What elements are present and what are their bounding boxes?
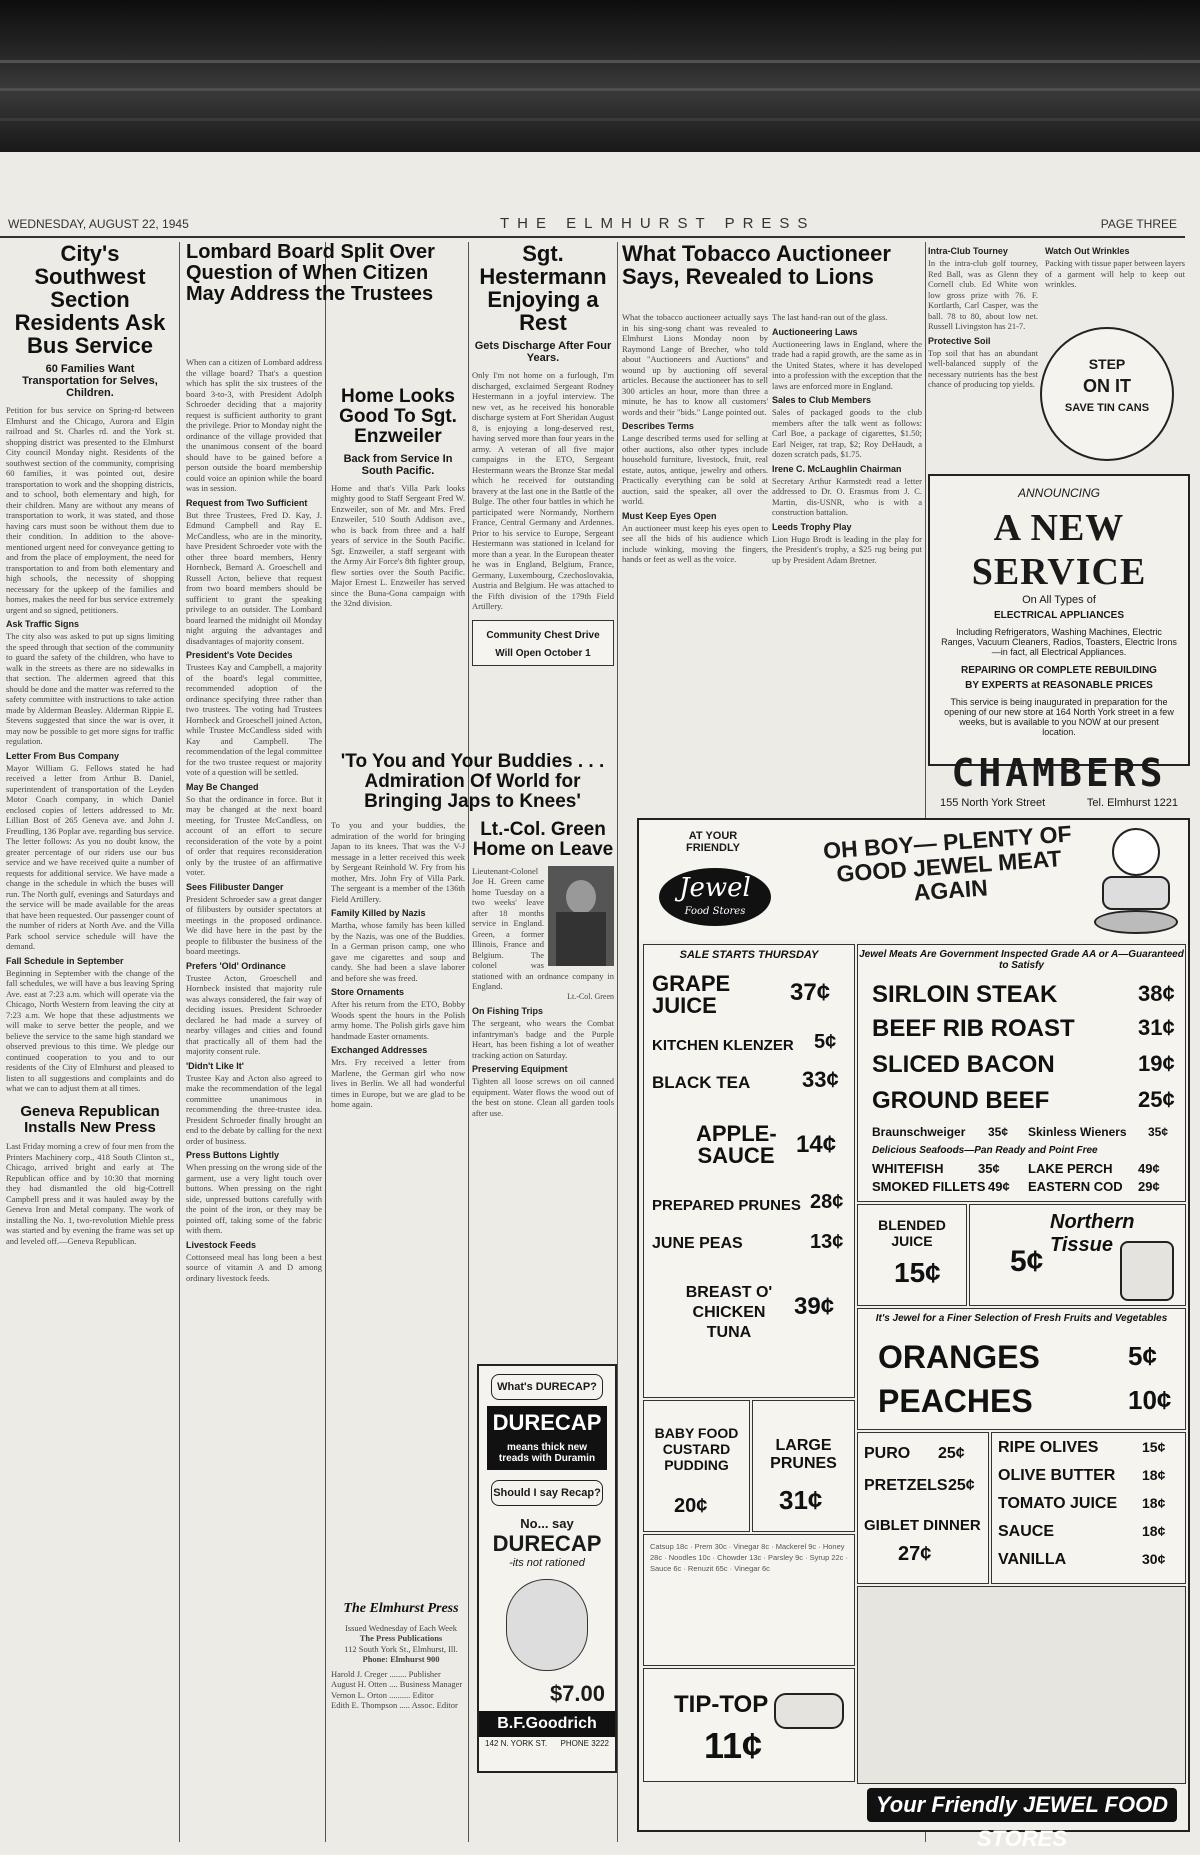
- article-body: Beginning in September with the change of the fall schedules, we will have a bus leaving Spring Ave. east at 7:23 a.m. which will operate via the Chicago, North Western from leaving the city at 7:23 a.m. We hope that these adjustments we will make to serve better the people, and we believe the service to the same high standard we observed previous to this time. We pledge our continued cooperation to you and to our residents of the City of Elmhurst and pleased to listen to all suggestions and complaints and do what we can to adjust them at all times.: [6, 967, 174, 1094]
- article-body: The sergeant, who wears the Combat infantryman's badge and the Purple Heart, has been fishing a lot of weather tracking action on Saturday.: [472, 1018, 614, 1060]
- column-5-headline: [622, 242, 922, 312]
- subhead: Protective Soil: [928, 335, 991, 346]
- subhead: Sees Filibuster Danger: [186, 881, 284, 892]
- jewel-meat-header: Jewel Meats Are Government Inspected Grade AA or A—Guaranteed to Satisfy: [859, 949, 1184, 971]
- right-grocery-panel: [991, 1432, 1186, 1584]
- headline-lombard-board: Lombard Board Split Over Question of When Citizen May Address the Trustees: [186, 242, 435, 305]
- step-on-it-badge: [1040, 327, 1174, 461]
- headline-japs-to-knees: 'To You and Your Buddies . . . Admiration Of World for Bringing Japs to Knees': [340, 752, 605, 812]
- article-body: The city also was asked to put up signs limiting the speed through that section of the community to guard the safety of the children, who have to walk in the streets as there are no sidewalks in that section. The aldermen agreed that this should be done and the matter was referred to the safety committee with instructions to take action made by Alderman Beasley. Alderman Rippie E. Stevens suggested that since the war is over, it may now be possible to get more signs for traffic regulation.: [6, 631, 174, 747]
- item-price: 18¢: [1142, 1467, 1166, 1483]
- item-price: 31¢: [779, 1485, 823, 1515]
- masthead: [0, 214, 1185, 234]
- article-body: Lange described terms used for selling at other auctions, also other types include household furniture, livestock, fruit, real estate, autos, antique, jewelry and others. Practically everything can be sold at auction, said the speaker, all over the world.: [622, 433, 768, 506]
- jewel-meat-panel: [857, 944, 1186, 1202]
- subhead: Livestock Feeds: [186, 1239, 257, 1250]
- item-price: 28¢: [810, 1191, 844, 1213]
- fish-price: 35¢: [978, 1161, 1000, 1176]
- article-body: To you and your buddies, the admiration of the world for bringing Japan to its knees. That was the V-J message in a letter received this week by Sergeant Reinhold W. Fry from his mother, Mrs. John Fry of Villa Park. The sergeant is a member of the 136th Field Artillery.: [331, 820, 465, 904]
- step-badge-line: SAVE TIN CANS: [1064, 402, 1150, 414]
- jewel-header: [639, 820, 1188, 940]
- banner-headline-box: [331, 752, 614, 814]
- article-body: Trustee Acton, Groeschell and Hornbeck insisted that majority rule was always considered, the fair way of deciding issues. President Schroeder declared he had made a survey of nearby villages and cities and found that practically all of them had the majority consent rule.: [186, 972, 322, 1056]
- tissue-roll-illustration: [1120, 1241, 1174, 1301]
- meat-price: 25¢: [1138, 1087, 1175, 1112]
- column-3: [472, 242, 614, 802]
- item-price: 39¢: [794, 1293, 835, 1320]
- item-price: 30¢: [1142, 1551, 1166, 1567]
- article-body: Sales of packaged goods to the club members after the talk went as follows: Carl Boe, a package of cigarettes, $1.50; Earl Neiger, rat trap, $2; Roy DeHaudt, a dozen scratch pads, $1.75.: [772, 407, 922, 459]
- meat-price: 38¢: [1138, 981, 1175, 1006]
- masthead-date: WEDNESDAY, AUGUST 22, 1945: [8, 217, 189, 231]
- item-price: 18¢: [1142, 1495, 1166, 1511]
- press-box-line: Issued Wednesday of Each Week: [344, 1622, 458, 1633]
- photo-caption: Lt.-Col. Green: [567, 991, 614, 1001]
- chambers-phone: Tel. Elmhurst 1221: [1086, 797, 1178, 809]
- subhead: Auctioneering Laws: [772, 326, 858, 337]
- article-body: Packing with tissue paper between layers of a garment will help to keep out wrinkles.: [1045, 258, 1185, 289]
- item-name: BLACK TEA: [652, 1073, 751, 1092]
- scan-border-top: [0, 0, 1200, 150]
- column-rule: [617, 242, 618, 1842]
- jewel-logo-text: Jewel: [679, 873, 751, 903]
- headline-bus-service: City's Southwest Section Residents Ask Bus Service: [14, 242, 166, 359]
- fish-name: WHITEFISH: [872, 1161, 944, 1176]
- article-body: But three Trustees, Fred D. Kay, J. Edmund Campbell and Ray E. McCandless, who are in the minority, have President Schroeder vote with the other three board members, Henry Hornbeck, Bernard A. Groeschell and Russell Acton, believe that request from two board members should be sufficient to grant the speaking privilege to an outsider. The Lombard board learned the midnight oil Monday night arguing the advantages and disadvantages of majority consent.: [186, 509, 322, 646]
- jewel-footer-banner: Your Friendly JEWEL FOOD STORES: [867, 1788, 1177, 1822]
- article-body: Home and that's Villa Park looks mighty good to Staff Sergeant Fred W. Enzweiler, son of Mr. and Mrs. Fred Enzweiler, 510 South Addison ave., who is back from three and a half years of service in the South Pacific. Sgt. Enzweiler, a staff sergeant with the Army Air Force's 8th fighter group, flew sorties over the South Pacific. Major Ernest L. Enzweiler has served since the Buna-Gona campaign with the 32nd division.: [331, 482, 465, 609]
- chambers-line: This service is being inaugurated in preparation for the opening of our new store at 164 North York street in a few weeks, but is available to you NOW at our present location.: [944, 697, 1174, 737]
- column-rule: [179, 242, 180, 1842]
- column-6b: [1045, 242, 1185, 322]
- item-price: 37¢: [790, 979, 831, 1006]
- item-price: 33¢: [802, 1067, 839, 1092]
- fish-price: 49¢: [1138, 1161, 1160, 1176]
- press-masthead-box: [331, 1602, 471, 1842]
- community-chest-note: Community Chest Drive Will Open October 1: [486, 629, 600, 659]
- column-5a: [622, 312, 768, 812]
- item-name: KITCHEN KLENZER: [652, 1037, 794, 1054]
- chambers-line: ELECTRICAL APPLIANCES: [993, 610, 1124, 621]
- subhead: Must Keep Eyes Open: [622, 510, 717, 521]
- subhead: On Fishing Trips: [472, 1006, 544, 1017]
- item-price: 25¢: [948, 1477, 975, 1494]
- article-body: An auctioneer must keep his eyes open to see all the bids of his audience which include winking, moving the fingers, hands or feet as well as the voice.: [622, 522, 768, 564]
- tire-mascot-illustration: [506, 1579, 588, 1671]
- item-name: GRAPE JUICE: [652, 971, 731, 1018]
- durecap-ad: [477, 1364, 617, 1773]
- seafood-header: Delicious Seafoods—Pan Ready and Point Free: [872, 1145, 1098, 1156]
- item-name: PRETZELS: [864, 1477, 948, 1494]
- article-body: Auctioneering laws in England, where the trade had a rapid growth, are the same as in the United States, where it has developed into a profession with the exception that the laws are enforced more in England.: [772, 338, 922, 391]
- large-prunes-panel: [752, 1400, 855, 1532]
- jewel-sale-banner: SALE STARTS THURSDAY: [679, 949, 819, 961]
- press-box-line: The Press Publications: [359, 1633, 443, 1644]
- fish-name: LAKE PERCH: [1028, 1161, 1113, 1176]
- column-3-upper: [331, 357, 465, 807]
- column-4: [472, 820, 614, 1360]
- article-body: What the tobacco auctioneer actually says in his sing-song chant was revealed to Elmhurst Lions Monday noon by Raymond Lange of Brecher, who told about "Auctioneers and Auctions" and wound up by auctioning off several articles. Because the auctioneer has to sell 300 articles an hour, more than three a minute, he has to know all customers' words and their "bids." Lange pointed out.: [622, 312, 768, 417]
- masthead-rule: [0, 236, 1185, 238]
- meat-name: GROUND BEEF: [872, 1087, 1050, 1114]
- item-name: TOMATO JUICE: [998, 1495, 1118, 1512]
- meat-name: SLICED BACON: [872, 1051, 1055, 1078]
- article-body: So that the ordinance in force. But it may be changed at the next board meeting, for Trustee McCandless, on account of an effort to secure reconsideration of the vote by a point of order that requires reconsideration only by the trustee of an affirmative voter.: [186, 793, 322, 877]
- durecap-means: means thick new treads with Duramin: [487, 1440, 607, 1470]
- item-name: OLIVE BUTTER: [998, 1467, 1116, 1484]
- meat-name: Skinless Wieners: [1028, 1125, 1127, 1139]
- article-body: Last Friday morning a crew of four men from the Printers Machinery corp., 418 South Clinton st., Chicago, arrived bright and early at The Republican office and by 10:30 that morning they had dismantled the old big-Cottrell Campbell press and it was hauled away by the Geneva Iron and Metal company. The work of installing the No. 1, two-revolution Miehle press was started and by evening the frame was set up and leveled off.—Geneva Republican.: [6, 1141, 174, 1246]
- meat-name: SIRLOIN STEAK: [872, 981, 1058, 1008]
- headline-tobacco-auctioneer: What Tobacco Auctioneer Says, Revealed to Lions: [622, 242, 891, 290]
- headline-lt-col-green: Lt.-Col. Green Home on Leave: [472, 820, 614, 860]
- item-price: 5¢: [814, 1031, 837, 1053]
- chambers-line: On All Types of: [1022, 594, 1096, 606]
- fish-name: SMOKED FILLETS: [872, 1179, 986, 1194]
- durecap-rationed: -its not rationed: [509, 1557, 585, 1569]
- headline-sgt-hestermann: Sgt. Hestermann Enjoying a Rest: [479, 242, 607, 336]
- subhead: Fall Schedule in September: [6, 955, 124, 966]
- item-name: BREAST O' CHICKEN TUNA: [685, 1284, 773, 1341]
- meat-price: 35¢: [1148, 1125, 1169, 1139]
- column-3-lower: [331, 820, 465, 1600]
- item-name: BLENDED JUICE: [878, 1217, 946, 1249]
- goodrich-logo: B.F.Goodrich: [479, 1711, 615, 1737]
- article-body: Mrs. Fry received a letter from Marlene, the German girl who now lives in Berlin. We all had wonderful times in Europe, but we are glad to be home again.: [331, 1057, 465, 1109]
- northern-tissue-panel: [969, 1204, 1186, 1306]
- chambers-line: Including Refrigerators, Washing Machines, Electric Ranges, Vacuum Cleaners, Radios, Toasters, Electric Irons—in fact, all Electrical Appliances.: [941, 627, 1177, 657]
- chef-illustration: [1094, 828, 1174, 933]
- article-body: Lieutenant-Colonel Joe H. Green came home Tuesday on a two weeks' leave after 18 months service in England. Green, a former Illinois, France and Belgium. The colonel was stationed with an ordnance company in England.: [472, 865, 614, 992]
- goodrich-address: 142 N. YORK ST.: [485, 1739, 548, 1748]
- newspaper-page: [0, 152, 1200, 1855]
- small-grocery-list-text: Catsup 18c · Prem 30c · Vinegar 8c · Mackerel 9c · Honey 28c · Noodles 10c · Chowder 13c · Parsley 9c · Syrup 22c · Sauce 6c · Renuzit 65c · Vinegar 6c: [650, 1542, 848, 1573]
- press-box-staff: Harold J. Creger ........ Publisher: [331, 1668, 441, 1679]
- press-box-line: Phone: Elmhurst 900: [362, 1654, 440, 1665]
- durecap-brand-2: DURECAP: [492, 1531, 602, 1556]
- blended-juice-panel: [857, 1204, 967, 1306]
- chambers-line: BY EXPERTS at REASONABLE PRICES: [965, 680, 1153, 691]
- press-box-title: The Elmhurst Press: [343, 1602, 459, 1616]
- subhead: President's Vote Decides: [186, 650, 293, 660]
- grocery-continued-panel: [857, 1586, 1186, 1784]
- subhead: Press Buttons Lightly: [186, 1150, 280, 1160]
- subhead: Preserving Equipment: [472, 1064, 568, 1075]
- subhead: May Be Changed: [186, 781, 259, 792]
- jewel-food-stores-ad: [637, 818, 1190, 1851]
- jewel-logo-sub: Food Stores: [684, 906, 746, 917]
- item-price: 18¢: [1142, 1523, 1166, 1539]
- subhead: Sales to Club Members: [772, 395, 872, 405]
- meat-price: 31¢: [1138, 1015, 1175, 1040]
- subhead: Describes Terms: [622, 421, 694, 431]
- jewel-slogan: OH BOY— PLENTY OF GOOD JEWEL MEAT AGAIN: [822, 820, 1073, 906]
- fish-price: 29¢: [1138, 1179, 1160, 1194]
- item-price: 20¢: [674, 1495, 708, 1517]
- fruit-price: 5¢: [1128, 1341, 1157, 1371]
- item-name: VANILLA: [998, 1551, 1067, 1568]
- press-box-staff: August H. Otten .... Business Manager: [331, 1679, 463, 1690]
- chambers-address: 155 North York Street: [940, 797, 1046, 809]
- item-price: 11¢: [704, 1725, 763, 1766]
- durecap-say: No... say: [520, 1516, 574, 1531]
- jewel-at-your-friendly: AT YOUR FRIENDLY: [686, 830, 740, 854]
- tip-top-bread-panel: [643, 1668, 855, 1782]
- fruit-name: ORANGES: [878, 1339, 1040, 1375]
- article-body: Tighten all loose screws on oil canned equipment. Water flows the wood out of the best on stone. Clean all garden tools after use.: [472, 1076, 614, 1118]
- article-body: Trustee Kay and Acton also agreed to make the recommendation of the legal committee unanimous in recommending the three-trustee idea. President Schroeder finally brought an end to the debate by calling for the next order of business.: [186, 1072, 322, 1146]
- fresh-fruit-panel: [857, 1308, 1186, 1430]
- item-name: TIP-TOP: [674, 1691, 769, 1718]
- subhead: Leeds Trophy Play: [772, 521, 852, 532]
- article-body: When pressing on the wrong side of the garment, use a very light touch over buttons. When pressing on the right side, unpressed buttons carefully with the point of the iron, or they may be pointed off, taking some of the fabric with them.: [186, 1162, 322, 1235]
- item-price: 13¢: [810, 1231, 844, 1253]
- subhead: Prefers 'Old' Ordinance: [186, 960, 286, 971]
- chambers-line: REPAIRING OR COMPLETE REBUILDING: [961, 665, 1157, 676]
- item-name: PREPARED PRUNES: [652, 1197, 801, 1214]
- meat-name: BEEF RIB ROAST: [872, 1015, 1075, 1042]
- small-grocery-list: [643, 1534, 855, 1666]
- subhead: Request from Two Sufficient: [186, 497, 308, 508]
- chambers-title: A NEW SERVICE: [971, 507, 1147, 593]
- subhead: Letter From Bus Company: [6, 750, 120, 761]
- column-1: [6, 242, 174, 1842]
- chambers-announcing: ANNOUNCING: [1017, 486, 1100, 500]
- item-price: 5¢: [1010, 1245, 1044, 1278]
- masthead-paper-name: THE ELMHURST PRESS: [500, 215, 816, 232]
- article-body: When can a citizen of Lombard address the village board? That's a question which has split the six trustees of the board 3-to-3, with President Adolph Schroeder deciding that a majority request is sufficient authority to grant the privilege. Prior to Monday night the ordinance of the village provided that the unanimous consent of the board should have to be gained before a person outside the board membership could voice an opinion while the board was in session.: [186, 357, 322, 493]
- item-name: LARGE PRUNES: [770, 1437, 837, 1472]
- item-price: 14¢: [796, 1131, 837, 1158]
- item-name: APPLE-SAUCE: [696, 1121, 777, 1168]
- fruit-name: PEACHES: [878, 1383, 1033, 1419]
- subhead: Watch Out Wrinkles: [1045, 246, 1130, 256]
- item-name: JUNE PEAS: [652, 1235, 743, 1252]
- deck-bus-service: 60 Families Want Transportation for Selves, Children.: [22, 363, 158, 400]
- masthead-page-number: PAGE THREE: [1100, 217, 1177, 231]
- chambers-ad: [928, 474, 1190, 809]
- headline-home-looks-good: Home Looks Good To Sgt. Enzweiler: [339, 386, 457, 447]
- article-body: Petition for bus service on Spring-rd between Elmhurst and the Chicago, Aurora and Elgin railroad and St. Charles rd. and the York st. shopping district was presented to the Elmhurst City council Monday night. Residents of the southwest section of the community, comprising 60 families, it was pointed out, desire transportation to work and the shopping districts, and to school, both elementary and high, for their children. Many are without any means of transportation to work, it was stated, and those having cars must soon be without them due to their condition. In addition to the above-mentioned urgent need for conveyance getting to and from the place of employment, the need for transportation to and from both elementary and high schools, the necessity of shopping necessary for the upkeep of the families and homes, makes the need for bus service extremely urgent and so signed, petitioners.: [6, 405, 174, 615]
- meat-name: Braunschweiger: [872, 1125, 966, 1139]
- step-badge-line: STEP: [1088, 356, 1126, 372]
- community-chest-box: [472, 620, 614, 666]
- article-body: Secretary Arthur Karmstedt read a letter addressed to Dr. O. Erasmus from J. C. Martin, dis-USNR, who is with a construction battalion.: [772, 475, 922, 517]
- goodrich-phone: PHONE 3222: [560, 1739, 609, 1748]
- mid-grocery-panel: [857, 1432, 989, 1584]
- fish-name: EASTERN COD: [1028, 1179, 1123, 1194]
- item-name: Northern Tissue: [1050, 1211, 1135, 1256]
- jewel-logo: [659, 868, 771, 926]
- chambers-name: CHAMBERS: [951, 751, 1167, 795]
- subhead: Store Ornaments: [331, 987, 405, 997]
- press-box-line: 112 South York St., Elmhurst, Ill.: [344, 1643, 458, 1654]
- subhead: Intra-Club Tourney: [928, 246, 1008, 256]
- subhead: Family Killed by Nazis: [331, 908, 426, 918]
- article-body: Martha, whose family has been killed by the Nazis, was one of the Buddies. In a German prison camp, one who gave me cigarettes and soup and candy. She had been a slave laborer and before she was freed.: [331, 920, 465, 983]
- article-body: Lion Hugo Brodt is leading in the play for the President's trophy, a $25 rug being put up by President Adam Bretner.: [772, 533, 922, 565]
- article-body: Cottonseed meal has long been a best source of vitamin A and D among ordinary livestock feeds.: [186, 1251, 322, 1283]
- step-badge-line: ON IT: [1083, 376, 1131, 396]
- custard-pudding-panel: [643, 1400, 750, 1532]
- durecap-question-2: Should I say Recap?: [491, 1480, 603, 1506]
- fish-price: 49¢: [988, 1179, 1010, 1194]
- deck-home-looks-good: Back from Service In South Pacific.: [343, 452, 453, 477]
- subhead: Ask Traffic Signs: [6, 619, 80, 630]
- article-body: The last hand-ran out of the glass.: [772, 312, 888, 322]
- fruit-price: 10¢: [1128, 1385, 1172, 1415]
- fruit-header: It's Jewel for a Finer Selection of Fresh Fruits and Vegetables: [875, 1313, 1168, 1324]
- photo-lt-col-green: [548, 866, 614, 966]
- bread-loaf-illustration: [774, 1693, 844, 1729]
- deck-sgt-hestermann: Gets Discharge After Four Years.: [474, 340, 612, 365]
- item-price: 27¢: [898, 1543, 932, 1565]
- article-body: President Schroeder saw a great danger of filibusters by outsider spectators at meetings in the proposed ordinance. We did have here in the past by the people to filibuster the business of the board meetings.: [186, 893, 322, 956]
- subhead: Exchanged Addresses: [331, 1045, 428, 1055]
- article-body: Mayor William G. Fellows stated he had received a letter from Arthur B. Daniel, superintendent of transportation of the Leyden Motor Coach company, in which Daniel enclosed copies of letters addressed to Mr. Lillian Bost of 265 Geneva ave. and John J. Freudling, 136 Poplar ave. regarding bus service. The letter follows: As you no doubt know, the greater percentage of our riders use our bus service and we have received quite a number of requests for additional service. We have made a change in the schedule in which the buses will run. The North gulf, evenings and Saturdays and the service will be made available for the areas that have been requested. Our passenger count of the number of riders at North Ave. and the Villa Park school service schedule will have the demand.: [6, 762, 174, 952]
- durecap-brand: DURECAP: [487, 1406, 607, 1440]
- headline-geneva-press: Geneva Republican Installs New Press: [20, 1102, 160, 1136]
- article-body: Top soil that has an abundant well-balanced supply of the necessary nutrients has the best chance of producing top yields.: [928, 347, 1038, 389]
- column-6: [928, 242, 1038, 472]
- article-body: Only I'm not home on a furlough, I'm discharged, exclaimed Sergeant Rodney Hestermann in a joyful interview. The new vet, as he received his honorable discharge system at Fort Sheridan August 8, is enjoying a long-deserved rest, having served more than four years in the army. A veteran of all five major campaigns in the ETO, Sergeant Hestermann wears the Bronze Star medal which he received for outstanding bravery at the last one in the Battle of the Bulge. The other four battles in which he participated were Normandy, Northern France, Central Germany and Ardennes. Prior to his service to Europe, Sergeant Hestermann was stationed in Iceland for more than a year. In the European theater he was in England, Belgium, France, Germany, Luxembourg, Czechoslovakia, Austria and Belgium. He was attached to the Fifth division of the 179th Field Artillery.: [472, 370, 614, 612]
- column-2-body: [186, 357, 322, 1837]
- durecap-price: $7.00: [549, 1681, 605, 1706]
- subhead: 'Didn't Like It': [186, 1060, 244, 1071]
- column-5b: [772, 312, 922, 812]
- meat-price: 35¢: [988, 1125, 1009, 1139]
- subhead: Irene C. McLaughlin Chairman: [772, 463, 902, 474]
- item-name: RIPE OLIVES: [998, 1439, 1099, 1456]
- article-body: Trustees Kay and Campbell, a majority of the board's legal committee, recommended adoption of the ordinance specifying three rather than two trustees. The voting had Trustees Hornbeck and Groeschell joined Acton, while Trustee McCandless sided with Kay and Campbell. The recommendation of the legal committee for the two trustee request or majority vote of a question will be settled.: [186, 662, 322, 777]
- press-box-staff: Edith E. Thompson ..... Assoc. Editor: [331, 1700, 458, 1711]
- item-name: PURO: [864, 1445, 911, 1462]
- item-name: BABY FOOD CUSTARD PUDDING: [654, 1425, 739, 1473]
- article-body: After his return from the ETO, Bobby Woods spent the hours in the Polish army home. The Polish girls gave him handmade Easter ornaments.: [331, 999, 465, 1041]
- durecap-question-1: What's DURECAP?: [491, 1374, 603, 1400]
- item-price: 25¢: [938, 1445, 965, 1462]
- article-body: In the intra-club golf tourney, Red Ball, was as Glenn they Cornell club. Ed White won low gross prize with 76. F. Kortlarth, Carl Casper, was the ball. 78 to 80, about low net. Russell Livingston has 21-7.: [928, 258, 1038, 331]
- item-name: GIBLET DINNER: [864, 1517, 981, 1534]
- press-box-staff: Vernon L. Orton .......... Editor: [331, 1689, 434, 1700]
- item-name: SAUCE: [998, 1523, 1055, 1540]
- item-price: 15¢: [1142, 1439, 1166, 1455]
- jewel-grocery-panel: [643, 944, 855, 1398]
- item-price: 15¢: [894, 1257, 941, 1288]
- meat-price: 19¢: [1138, 1051, 1175, 1076]
